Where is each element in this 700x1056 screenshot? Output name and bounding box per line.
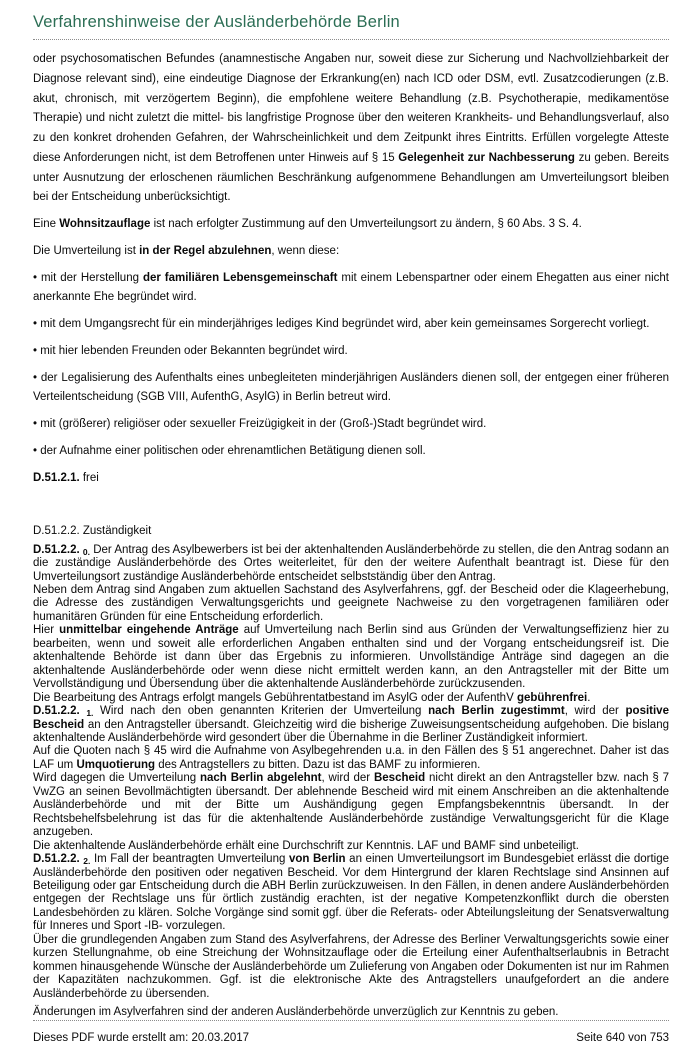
bullet-paragraph: • mit hier lebenden Freunden oder Bekannten begründet wird.	[33, 344, 348, 357]
bullet-paragraph: • der Aufnahme einer politischen oder ehrenamtlichen Betätigung dienen soll.	[33, 445, 426, 458]
document-title: Verfahrenshinweise der Ausländerbehörde Berlin	[33, 13, 400, 31]
paragraph: D.51.2.2. $_{1.}$ Wird nach den oben genannten Kriterien der Umverteilung nach Berlin zugestimmt, wird der positive Bescheid an den Antragsteller übersandt. Gleichzeitig wird die bisherige Zuweisungsentscheidung aufgehoben. Die bislang aktenhaltende Ausländerbehörde wird gesondert über die Übernahme in die Berliner Zuständigkeit informiert.	[33, 705, 669, 744]
paragraph: Über die grundlegenden Angaben zum Stand des Asylverfahrens, der Adresse des Berliner Verwaltungsgerichts sowie einer kurzen Stellungnahme, ob eine Streichung der Wohnsitzauflage oder die Erteilung einer Aufenthaltserlaubnis in Betracht kommen hinausgehende Wünsche der Ausländerbehörde um Zulieferung von Angaben oder Dokumenten ist nur im Rahmen der Kapazitäten nachzukommen. Ggf. ist die elektronische Akte des Antragstellers unaufgefordert an die andere Ausländerbehörde zu übersenden.	[33, 933, 669, 1000]
paragraph: Die aktenhaltende Ausländerbehörde erhält eine Durchschrift zur Kenntnis. LAF und BAMF sind unbeteiligt.	[33, 839, 579, 852]
paragraph: Änderungen im Asylverfahren sind der anderen Ausländerbehörde unverzüglich zur Kenntnis zu geben.	[33, 1006, 559, 1019]
paragraph: D.51.2.1. frei	[33, 471, 99, 484]
paragraph: Eine Wohnsitzauflage ist nach erfolgter Zustimmung auf den Umverteilungsort zu ändern, § 60 Abs. 3 S. 4.	[33, 218, 582, 231]
paragraph: oder psychosomatischen Befundes (anamnestische Angaben nur, soweit diese zur Sicherung und Nachvollziehbarkeit der Diagnose relevant sind), eine eindeutige Diagnose der Erkrankung(en) nach ICD oder DSM, evtl. Zusatzcodierungen (z.B. akut, chronisch, mit verzögertem Beginn), die empfohlene weitere Behandlung (z.B. Psychotherapie, medikamentöse Therapie) und nicht zuletzt die mittel- bis langfristige Prognose über den weiteren Krankheits- und Behandlungsverlauf, also zu den konkret drohenden Gefahren, der Wahrscheinlichkeit und dem Zeitpunkt ihres Eintritts. Erfüllen vorgelegte Atteste diese Anforderungen nicht, ist dem Betroffenen unter Hinweis auf § 15 Gelegenheit zur Nachbesserung zu geben. Bereits unter Ausnutzung der erloschenen räumlichen Beschränkung aufgenommene Behandlungen am Umverteilungsort bleiben bei der Entscheidung unberücksichtigt.	[33, 53, 669, 204]
bullet-paragraph: • der Legalisierung des Aufenthalts eines unbegleiteten minderjährigen Ausländers dienen soll, der entgegen einer früheren Verteilentscheidung (SGB VIII, AufenthG, AsylG) in Berlin betreut wird.	[33, 371, 669, 404]
paragraph: Wird dagegen die Umverteilung nach Berlin abgelehnt, wird der Bescheid nicht direkt an den Antragsteller bzw. nach § 7 VwZG an seinen Bevollmächtigten übersandt. Der ablehnende Bescheid wird mit einem Anschreiben an die aktenhaltende Ausländerbehörde und mit der Bitte um Aushändigung gegen Empfangsbekenntnis übersandt. In der Rechtsbehelfsbelehrung ist das für die aktenhaltende Ausländerbehörde zuständige Verwaltungsgericht für die Klage anzugeben.	[33, 772, 669, 839]
paragraph: Die Bearbeitung des Antrags erfolgt mangels Gebührentatbestand im AsylG oder der AufenthV gebührenfrei.	[33, 691, 591, 704]
paragraph: D.51.2.2. $_{0.}$ Der Antrag des Asylbewerbers ist bei der aktenhaltenden Ausländerbehörde zu stellen, die den Antrag sodann an die zuständige Ausländerbehörde des Ortes weiterleitet, für den der weitere Aufenthalt beantragt ist. Diese für den Umverteilungsort zuständige Ausländerbehörde entscheidet selbstständig über den Antrag.	[33, 543, 669, 583]
paragraph: Neben dem Antrag sind Angaben zum aktuellen Sachstand des Asylverfahrens, ggf. der Bescheid oder die Klageerhebung, die Adresse des zuständigen Verwaltungsgerichts und geeignete Nachweise zu den vorgetragenen familiären oder humanitären Gründen für eine Entscheidung erforderlich.	[33, 584, 669, 623]
paragraph: Auf die Quoten nach § 45 wird die Aufnahme von Asylbegehrenden u.a. in den Fällen des § 51 angerechnet. Daher ist das LAF um Umquotierung des Antragstellers zu bitten. Dazu ist das BAMF zu informieren.	[33, 745, 669, 771]
paragraph: Hier unmittelbar eingehende Anträge auf Umverteilung nach Berlin sind aus Gründen der Verwaltungseffizienz hier zu bearbeiten, wenn und soweit alle erforderlichen Angaben enthalten sind und der Vorgang entscheidungsreif ist. Die aktenhaltende Behörde ist dann über das Ergebnis zu informieren. Unvollständige Anträge sind dagegen an die aktenhaltende Ausländerbehörde oder wenn diese nicht ermittelt werden kann, an den Antragsteller mit der Bitte um Vervollständigung und Übersendung über die aktenhaltende Ausländerbehörde zurückzusenden.	[33, 624, 669, 691]
footer-created-date: Dieses PDF wurde erstellt am: 20.03.2017	[33, 1031, 250, 1044]
document-body	[33, 40, 669, 1020]
bullet-paragraph: • mit dem Umgangsrecht für ein minderjähriges lediges Kind begründet wird, aber kein gemeinsames Sorgerecht vorliegt.	[33, 318, 650, 331]
paragraph: Die Umverteilung ist in der Regel abzulehnen, wenn diese:	[33, 244, 340, 257]
bullet-paragraph: • mit der Herstellung der familiären Lebensgemeinschaft mit einem Lebenspartner oder einem Ehegatten aus einer nicht anerkannte Ehe begründet wird.	[33, 271, 669, 304]
footer-row	[33, 1021, 669, 1044]
footer	[33, 1020, 669, 1044]
footer-page-number: Seite 640 von 753	[576, 1031, 669, 1044]
bullet-paragraph: • mit (größerer) religiöser oder sexueller Freizügigkeit in der (Groß-)Stadt begründet wird.	[33, 418, 487, 431]
section-heading: D.51.2.2. Zuständigkeit	[33, 524, 152, 537]
paragraph: D.51.2.2. $_{2.}$ Im Fall der beantragten Umverteilung von Berlin an einen Umverteilungsort im Bundesgebiet erlässt die dortige Ausländerbehörde den positiven oder negativen Bescheid. Vor dem Hintergrund der klaren Rechtslage sind Ansinnen auf Beteiligung oder gar Entscheidung durch die ABH Berlin zurückzuweisen. In den Fällen, in denen andere Ausländerbehörden entgegen der Rechtslage uns für örtlich zuständig erachten, ist der negative Kompetenzkonflikt durch die obersten Landesbehörden zu klären. Solche Vorgänge sind somit ggf. über die Referats- oder Abteilungsleitung der Senatsverwaltung für Inneres und Sport -IB- vorzulegen.	[33, 853, 669, 933]
